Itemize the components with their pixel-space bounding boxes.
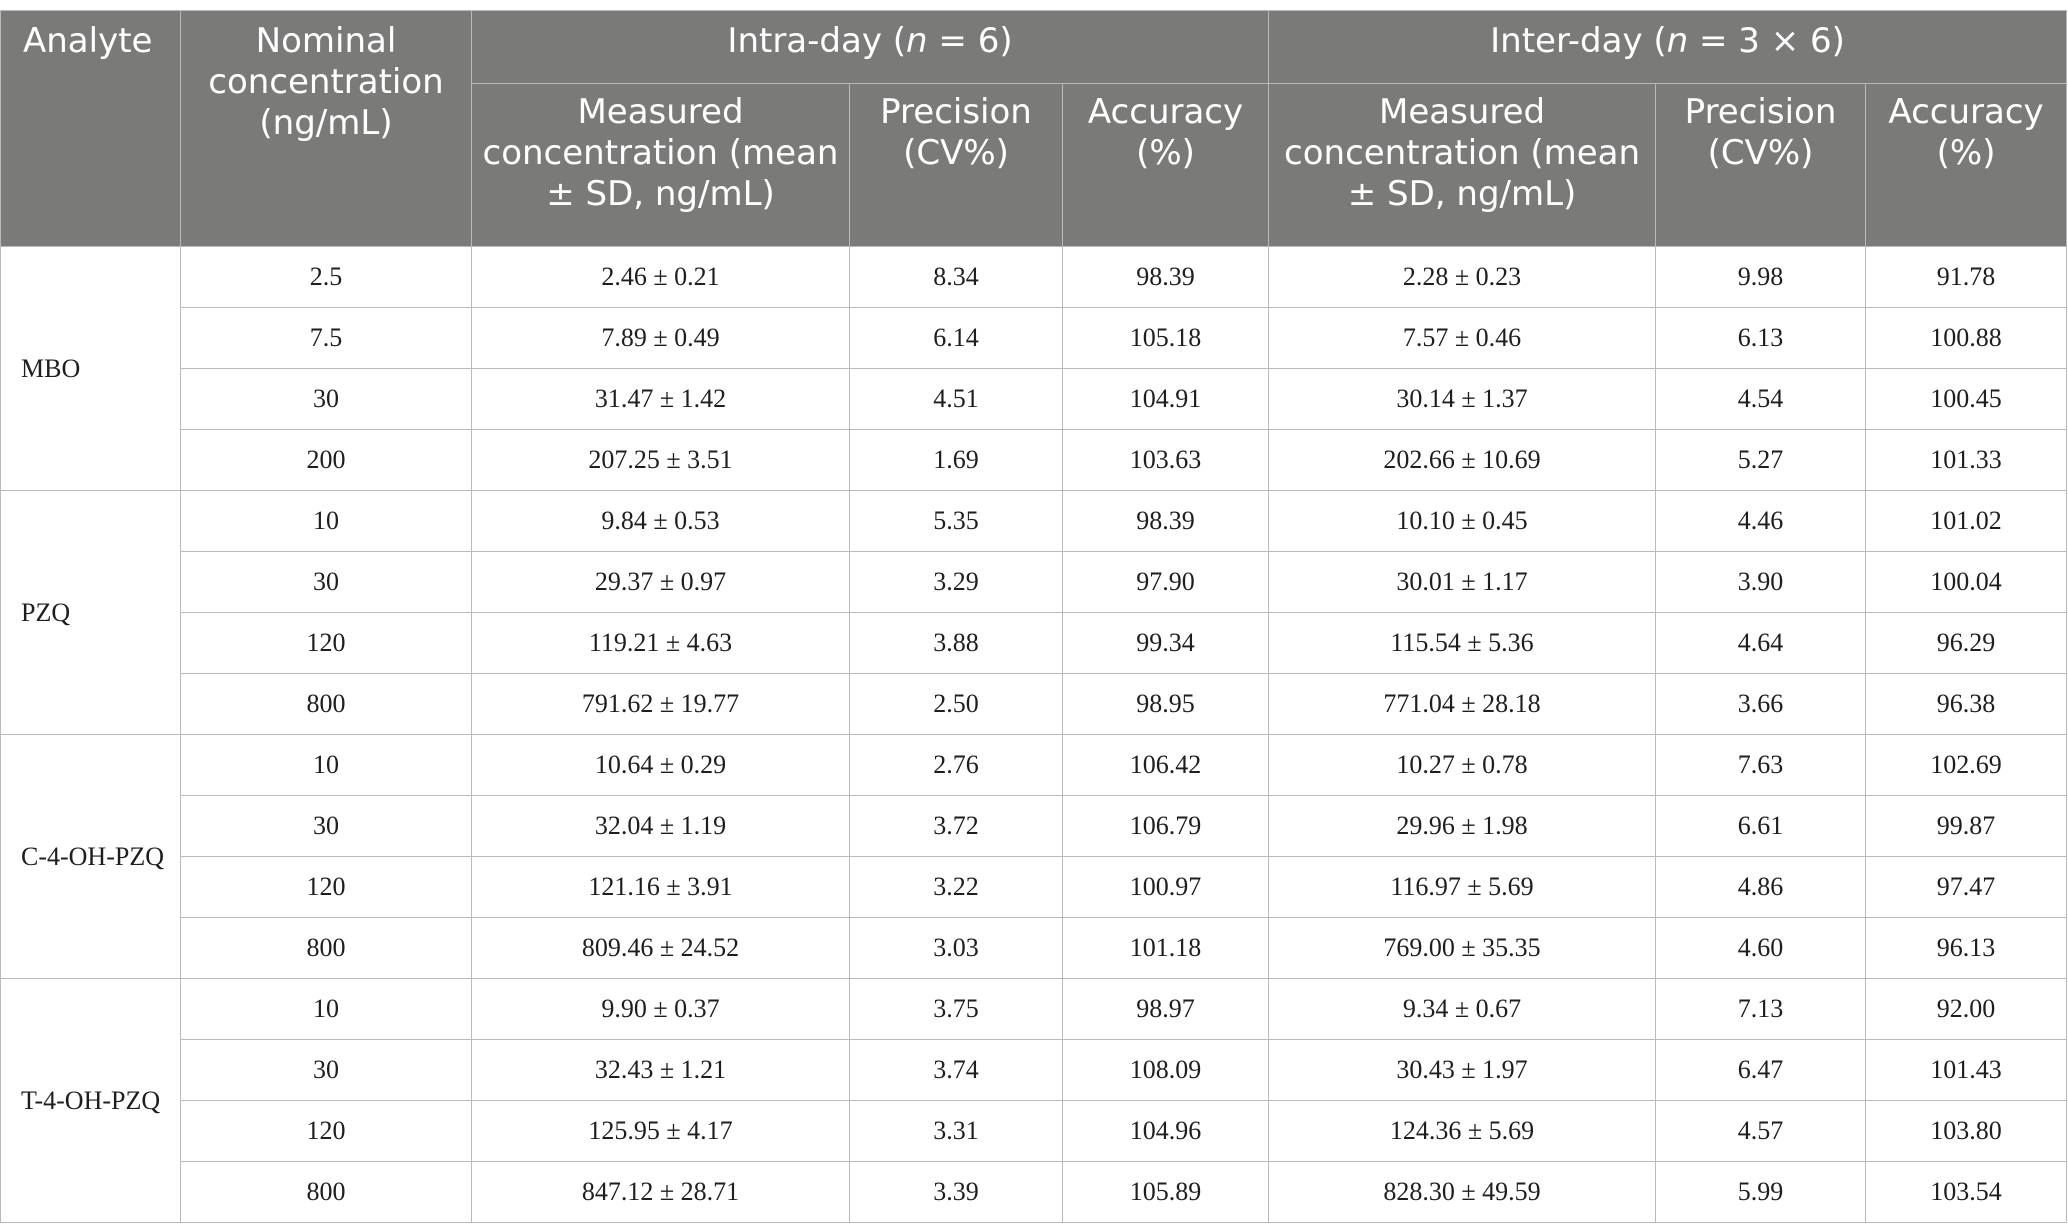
- nominal-cell: 2.5: [181, 247, 472, 308]
- header-intra-precision: Precision (CV%): [850, 84, 1063, 247]
- nominal-cell: 30: [181, 552, 472, 613]
- inter-precision-cell: 6.47: [1656, 1040, 1866, 1101]
- inter-measured-cell: 124.36 ± 5.69: [1269, 1101, 1656, 1162]
- inter-accuracy-cell: 100.04: [1866, 552, 2067, 613]
- intra-accuracy-cell: 98.39: [1063, 491, 1269, 552]
- inter-day-prefix: Inter-day (: [1490, 21, 1667, 61]
- nominal-cell: 800: [181, 918, 472, 979]
- nominal-cell: 10: [181, 979, 472, 1040]
- intra-precision-cell: 8.34: [850, 247, 1063, 308]
- intra-accuracy-cell: 101.18: [1063, 918, 1269, 979]
- table-row: [1, 918, 2067, 979]
- nominal-cell: 30: [181, 1040, 472, 1101]
- inter-measured-cell: 828.30 ± 49.59: [1269, 1162, 1656, 1223]
- intra-measured-cell: 9.84 ± 0.53: [472, 491, 850, 552]
- intra-measured-cell: 32.43 ± 1.21: [472, 1040, 850, 1101]
- header-intra-measured: Measured concentration (mean ± SD, ng/mL): [472, 84, 850, 247]
- inter-day-suffix: = 3 × 6): [1688, 21, 1845, 61]
- intra-day-prefix: Intra-day (: [727, 21, 907, 61]
- inter-accuracy-cell: 101.33: [1866, 430, 2067, 491]
- table-row: [1, 796, 2067, 857]
- intra-measured-cell: 809.46 ± 24.52: [472, 918, 850, 979]
- intra-precision-cell: 3.31: [850, 1101, 1063, 1162]
- intra-accuracy-cell: 98.39: [1063, 247, 1269, 308]
- analyte-cell: MBO: [1, 247, 181, 491]
- intra-precision-cell: 2.50: [850, 674, 1063, 735]
- inter-precision-cell: 4.64: [1656, 613, 1866, 674]
- inter-measured-cell: 30.01 ± 1.17: [1269, 552, 1656, 613]
- nominal-cell: 120: [181, 613, 472, 674]
- inter-measured-cell: 30.14 ± 1.37: [1269, 369, 1656, 430]
- intra-precision-cell: 5.35: [850, 491, 1063, 552]
- intra-accuracy-cell: 106.42: [1063, 735, 1269, 796]
- inter-measured-cell: 202.66 ± 10.69: [1269, 430, 1656, 491]
- inter-measured-cell: 116.97 ± 5.69: [1269, 857, 1656, 918]
- intra-accuracy-cell: 98.95: [1063, 674, 1269, 735]
- intra-measured-cell: 29.37 ± 0.97: [472, 552, 850, 613]
- nominal-cell: 120: [181, 1101, 472, 1162]
- intra-measured-cell: 32.04 ± 1.19: [472, 796, 850, 857]
- table-row: [1, 430, 2067, 491]
- table-row: [1, 247, 2067, 308]
- inter-precision-cell: 4.60: [1656, 918, 1866, 979]
- inter-measured-cell: 769.00 ± 35.35: [1269, 918, 1656, 979]
- table-row: [1, 308, 2067, 369]
- inter-measured-cell: 115.54 ± 5.36: [1269, 613, 1656, 674]
- intra-accuracy-cell: 104.96: [1063, 1101, 1269, 1162]
- intra-precision-cell: 4.51: [850, 369, 1063, 430]
- intra-precision-cell: 2.76: [850, 735, 1063, 796]
- intra-measured-cell: 207.25 ± 3.51: [472, 430, 850, 491]
- inter-measured-cell: 10.10 ± 0.45: [1269, 491, 1656, 552]
- inter-measured-cell: 7.57 ± 0.46: [1269, 308, 1656, 369]
- intra-measured-cell: 9.90 ± 0.37: [472, 979, 850, 1040]
- intra-precision-cell: 1.69: [850, 430, 1063, 491]
- inter-accuracy-cell: 100.45: [1866, 369, 2067, 430]
- intra-precision-cell: 3.74: [850, 1040, 1063, 1101]
- nominal-cell: 200: [181, 430, 472, 491]
- header-nominal-concentration: Nominal concentration (ng/mL): [181, 11, 472, 247]
- nominal-cell: 30: [181, 369, 472, 430]
- intra-measured-cell: 119.21 ± 4.63: [472, 613, 850, 674]
- inter-precision-cell: 7.63: [1656, 735, 1866, 796]
- inter-precision-cell: 4.86: [1656, 857, 1866, 918]
- inter-accuracy-cell: 96.29: [1866, 613, 2067, 674]
- nominal-cell: 30: [181, 796, 472, 857]
- intra-precision-cell: 3.22: [850, 857, 1063, 918]
- intra-accuracy-cell: 100.97: [1063, 857, 1269, 918]
- header-intra-day-group: [472, 11, 1269, 84]
- nominal-cell: 800: [181, 1162, 472, 1223]
- inter-accuracy-cell: 101.02: [1866, 491, 2067, 552]
- table-row: [1, 735, 2067, 796]
- inter-accuracy-cell: 97.47: [1866, 857, 2067, 918]
- header-inter-day-group: [1269, 11, 2067, 84]
- inter-precision-cell: 5.99: [1656, 1162, 1866, 1223]
- inter-accuracy-cell: 92.00: [1866, 979, 2067, 1040]
- intra-precision-cell: 3.88: [850, 613, 1063, 674]
- intra-accuracy-cell: 99.34: [1063, 613, 1269, 674]
- precision-accuracy-table: [0, 10, 2067, 1223]
- table-body: [1, 247, 2067, 1223]
- inter-accuracy-cell: 91.78: [1866, 247, 2067, 308]
- intra-accuracy-cell: 105.18: [1063, 308, 1269, 369]
- inter-precision-cell: 4.46: [1656, 491, 1866, 552]
- inter-measured-cell: 9.34 ± 0.67: [1269, 979, 1656, 1040]
- inter-precision-cell: 6.61: [1656, 796, 1866, 857]
- table-row: [1, 369, 2067, 430]
- inter-measured-cell: 2.28 ± 0.23: [1269, 247, 1656, 308]
- analyte-cell: PZQ: [1, 491, 181, 735]
- nominal-cell: 7.5: [181, 308, 472, 369]
- header-inter-accuracy: Accuracy (%): [1866, 84, 2067, 247]
- inter-measured-cell: 29.96 ± 1.98: [1269, 796, 1656, 857]
- intra-day-n: n: [906, 21, 928, 61]
- header-inter-precision: Precision (CV%): [1656, 84, 1866, 247]
- header-inter-measured: Measured concentration (mean ± SD, ng/mL): [1269, 84, 1656, 247]
- analyte-cell: C-4-OH-PZQ: [1, 735, 181, 979]
- table-row: [1, 1101, 2067, 1162]
- intra-precision-cell: 3.03: [850, 918, 1063, 979]
- intra-accuracy-cell: 98.97: [1063, 979, 1269, 1040]
- inter-accuracy-cell: 96.38: [1866, 674, 2067, 735]
- intra-precision-cell: 3.72: [850, 796, 1063, 857]
- intra-day-suffix: = 6): [927, 21, 1013, 61]
- inter-precision-cell: 3.90: [1656, 552, 1866, 613]
- inter-accuracy-cell: 103.54: [1866, 1162, 2067, 1223]
- intra-accuracy-cell: 104.91: [1063, 369, 1269, 430]
- nominal-cell: 10: [181, 491, 472, 552]
- intra-measured-cell: 31.47 ± 1.42: [472, 369, 850, 430]
- intra-measured-cell: 791.62 ± 19.77: [472, 674, 850, 735]
- inter-precision-cell: 6.13: [1656, 308, 1866, 369]
- intra-accuracy-cell: 106.79: [1063, 796, 1269, 857]
- intra-accuracy-cell: 97.90: [1063, 552, 1269, 613]
- intra-accuracy-cell: 108.09: [1063, 1040, 1269, 1101]
- inter-measured-cell: 10.27 ± 0.78: [1269, 735, 1656, 796]
- intra-measured-cell: 847.12 ± 28.71: [472, 1162, 850, 1223]
- table-row: [1, 674, 2067, 735]
- nominal-cell: 10: [181, 735, 472, 796]
- inter-precision-cell: 9.98: [1656, 247, 1866, 308]
- inter-accuracy-cell: 102.69: [1866, 735, 2067, 796]
- header-row-top: [1, 11, 2067, 84]
- inter-accuracy-cell: 96.13: [1866, 918, 2067, 979]
- inter-measured-cell: 30.43 ± 1.97: [1269, 1040, 1656, 1101]
- validation-table-container: [0, 10, 2067, 1223]
- intra-measured-cell: 2.46 ± 0.21: [472, 247, 850, 308]
- inter-accuracy-cell: 99.87: [1866, 796, 2067, 857]
- intra-precision-cell: 3.39: [850, 1162, 1063, 1223]
- intra-precision-cell: 6.14: [850, 308, 1063, 369]
- table-row: [1, 857, 2067, 918]
- inter-precision-cell: 5.27: [1656, 430, 1866, 491]
- inter-precision-cell: 7.13: [1656, 979, 1866, 1040]
- table-header: [1, 11, 2067, 247]
- intra-precision-cell: 3.29: [850, 552, 1063, 613]
- header-analyte: Analyte: [1, 11, 181, 247]
- intra-precision-cell: 3.75: [850, 979, 1063, 1040]
- table-row: [1, 1162, 2067, 1223]
- intra-measured-cell: 125.95 ± 4.17: [472, 1101, 850, 1162]
- intra-accuracy-cell: 105.89: [1063, 1162, 1269, 1223]
- header-intra-accuracy: Accuracy (%): [1063, 84, 1269, 247]
- table-row: [1, 1040, 2067, 1101]
- inter-precision-cell: 3.66: [1656, 674, 1866, 735]
- table-row: [1, 979, 2067, 1040]
- inter-day-n: n: [1666, 21, 1689, 61]
- intra-measured-cell: 10.64 ± 0.29: [472, 735, 850, 796]
- inter-accuracy-cell: 103.80: [1866, 1101, 2067, 1162]
- intra-measured-cell: 121.16 ± 3.91: [472, 857, 850, 918]
- table-row: [1, 491, 2067, 552]
- inter-accuracy-cell: 100.88: [1866, 308, 2067, 369]
- inter-precision-cell: 4.54: [1656, 369, 1866, 430]
- intra-accuracy-cell: 103.63: [1063, 430, 1269, 491]
- table-row: [1, 613, 2067, 674]
- analyte-cell: T-4-OH-PZQ: [1, 979, 181, 1223]
- nominal-cell: 120: [181, 857, 472, 918]
- nominal-cell: 800: [181, 674, 472, 735]
- table-row: [1, 552, 2067, 613]
- inter-accuracy-cell: 101.43: [1866, 1040, 2067, 1101]
- inter-measured-cell: 771.04 ± 28.18: [1269, 674, 1656, 735]
- intra-measured-cell: 7.89 ± 0.49: [472, 308, 850, 369]
- inter-precision-cell: 4.57: [1656, 1101, 1866, 1162]
